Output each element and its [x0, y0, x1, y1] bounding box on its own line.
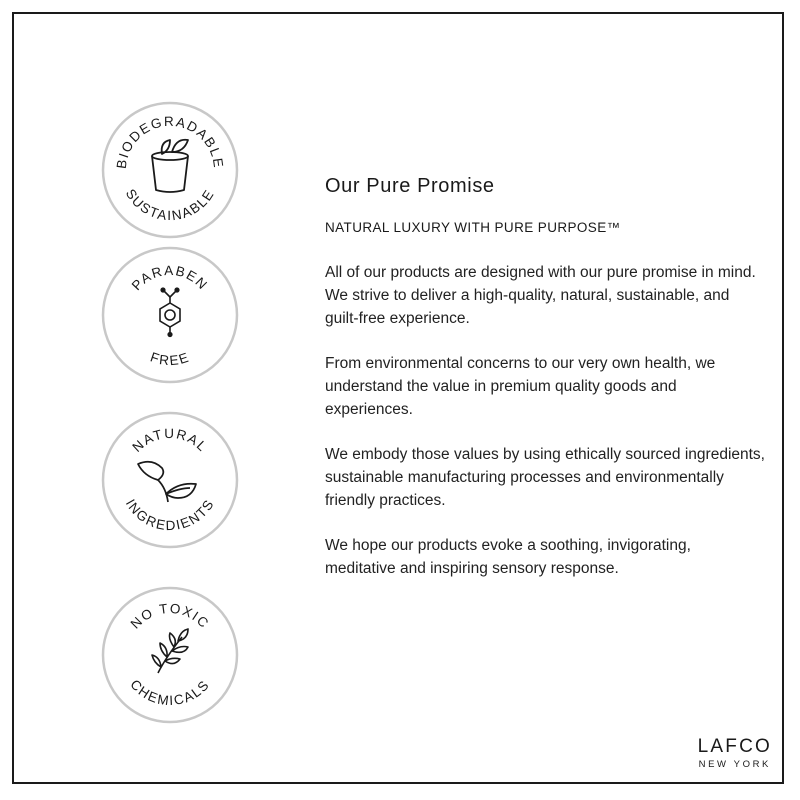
sprig-icon: [152, 629, 188, 673]
paragraph-response: We hope our products evoke a soothing, invigorating, meditative and inspiring sensory response.: [325, 537, 691, 577]
badge-bottom-text: FREE: [148, 349, 192, 369]
badge-natural-ingredients-graphic: [100, 410, 240, 550]
badge-biodegradable-graphic: [100, 100, 240, 240]
leaves-icon: [138, 462, 196, 502]
subtitle: NATURAL LUXURY WITH PURE PURPOSE™: [325, 220, 621, 235]
badge-paraben-free: [100, 245, 240, 385]
badge-bottom-text: SUSTAINABLE: [122, 186, 218, 224]
paragraph-design: All of our products are designed with our pure promise in mind. We strive to deliver a high-quality, natural, sustainable, and guilt-free experience.: [325, 264, 756, 327]
brand-city: NEW YORK: [698, 759, 771, 770]
badge-bottom-text: INGREDIENTS: [122, 496, 218, 534]
badge-no-toxic-chemicals-graphic: [100, 585, 240, 725]
badge-top-text: NO TOXIC: [127, 600, 213, 632]
badge-no-toxic-chemicals: [100, 585, 240, 725]
badge-bottom-text: CHEMICALS: [127, 676, 213, 709]
candle-glass-icon: [152, 140, 188, 192]
badge-biodegradable: [100, 100, 240, 240]
badge-top-text: BIODEGRADABLE: [113, 113, 227, 170]
promise-content: [325, 175, 765, 602]
paragraph-health: From environmental concerns to our very own health, we understand the value in premium quality goods and experiences.: [325, 355, 716, 418]
page-title: Our Pure Promise: [325, 175, 495, 197]
brand-logo: [698, 736, 772, 770]
paragraph-values: We embody those values by using ethically sourced ingredients, sustainable manufacturing processes and environmentally friendly practices.: [325, 446, 765, 509]
brand-name: LAFCO: [697, 736, 772, 757]
badge-paraben-free-graphic: [100, 245, 240, 385]
badge-top-text: PARABEN: [128, 262, 212, 294]
badge-top-text: NATURAL: [129, 425, 211, 456]
molecule-icon: [160, 288, 180, 336]
badge-natural-ingredients: [100, 410, 240, 550]
